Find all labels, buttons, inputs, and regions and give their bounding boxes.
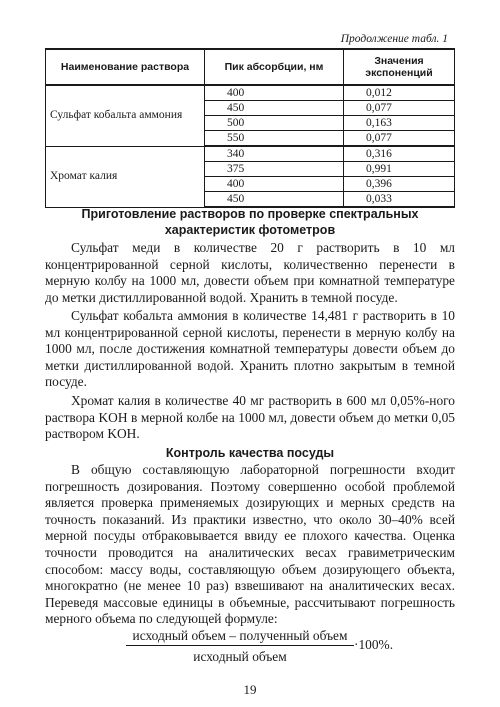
peak-cell: 340: [205, 146, 344, 162]
fraction-bar: [126, 645, 354, 646]
heading-line: характеристик фотометров: [164, 223, 336, 237]
peak-cell: 400: [205, 177, 344, 192]
solution-name-cell: Сульфат кобальта аммония: [46, 85, 205, 146]
peak-cell: 375: [205, 162, 344, 177]
value-cell: 0,991: [344, 162, 455, 177]
paragraph-dosing-error: В общую составляющую лабораторной погрешности входит погрешность дозирования. Поэтому совершенно особой проблемой является проверка применяемых дозирующих и мерных средств на точность показаний. Из практики известно, что около 30–40% всей мерной посуды отбраковывается ввиду ее плохого качества. Оценка точности проводится на аналитических весах гравиметрическим способом: массу воды, составляющую объем дозирующего объекта, многократно (не менее 10 раз) взвешивают на аналитических весах. Переведя массовые единицы в объемные, рассчитывают погрешность мерного объема по следующей формуле:: [45, 462, 455, 627]
value-cell: 0,163: [344, 116, 455, 131]
table-row: [46, 85, 455, 101]
table-row: [46, 146, 455, 162]
section-heading-solutions: [45, 206, 455, 238]
absorption-table: [45, 48, 455, 208]
formula-multiplier: ·100%.: [354, 637, 394, 652]
formula-denominator: исходный объем: [193, 649, 287, 664]
value-cell: 0,077: [344, 131, 455, 147]
peak-cell: 450: [205, 101, 344, 116]
value-cell: 0,316: [344, 146, 455, 162]
header-solution-name: Наименование раствора: [46, 49, 205, 85]
table-header-row: [46, 49, 455, 85]
formula-fraction: [126, 628, 354, 665]
value-cell: 0,012: [344, 85, 455, 101]
peak-cell: 550: [205, 131, 344, 147]
section-heading-glassware-quality: Контроль качества посуды: [165, 446, 335, 460]
value-cell: 0,396: [344, 177, 455, 192]
peak-cell: 400: [205, 85, 344, 101]
paragraph-cobalt-ammonium-sulfate: Сульфат кобальта аммония в количестве 14,481 г растворить в 10 мл концентрированной серной кислоты, перенести в мерную колбу на 1000 мл, после достижения комнатной температуры довести объем до метки дистиллированной водой. Хранить плотно закрытым в темной посуде.: [45, 308, 455, 390]
paragraph-potassium-chromate: Хромат калия в количестве 40 мг растворить в 600 мл 0,05%-ного раствора KOH в мерной колбе на 1000 мл, довести объем до метки 0,05 раствором KOH.: [45, 393, 455, 442]
page-number: 19: [243, 682, 257, 697]
solution-name-cell: Хромат калия: [46, 146, 205, 207]
header-exponent-values: Значения экспоненций: [344, 49, 455, 85]
peak-cell: 450: [205, 192, 344, 208]
heading-line: Приготовление растворов по проверке спектральных: [81, 207, 419, 221]
peak-cell: 500: [205, 116, 344, 131]
value-cell: 0,077: [344, 101, 455, 116]
paragraph-copper-sulfate: Сульфат меди в количестве 20 г растворить в 10 мл концентрированной серной кислоты, количественно перенести в мерную колбу на 1000 мл, довести объем при комнатной температуре до метки дистиллированной водой. Хранить в темной посуде.: [45, 240, 455, 305]
header-absorption-peak: Пик абсорбции, нм: [205, 49, 344, 85]
formula-numerator: исходный объем – полученный объем: [132, 628, 348, 643]
value-cell: 0,033: [344, 192, 455, 208]
table-continuation-label: Продолжение табл. 1: [340, 33, 448, 45]
